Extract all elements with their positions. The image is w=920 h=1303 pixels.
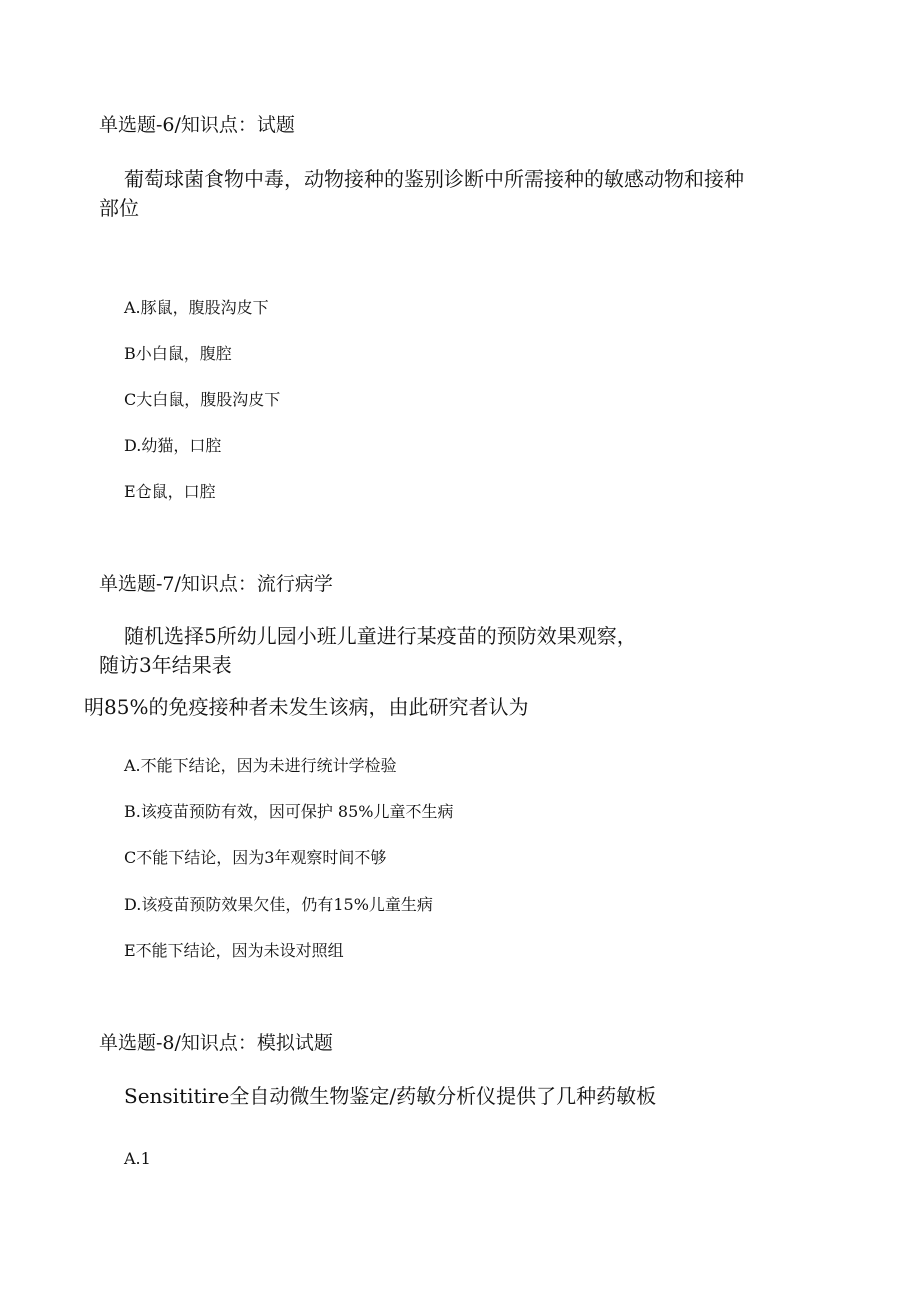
question-6-option-c: C大白鼠，腹股沟皮下 — [124, 390, 281, 409]
question-7-stem-line-2: 随访3年结果表 — [99, 653, 232, 677]
question-7-option-d: D.该疫苗预防效果欠佳，仍有15%儿童生病 — [124, 895, 433, 914]
question-6-stem-line-2: 部位 — [99, 196, 139, 220]
question-7-option-b: B.该疫苗预防有效，因可保护 85%儿童不生病 — [124, 802, 454, 821]
question-8-stem-line-1: Sensititire全自动微生物鉴定/药敏分析仪提供了几种药敏板 — [124, 1084, 657, 1108]
question-7-stem-line-1: 随机选择5所幼儿园小班儿童进行某疫苗的预防效果观察， — [124, 624, 637, 648]
question-6-option-d: D.幼猫，口腔 — [124, 436, 222, 455]
question-6-option-b: B小白鼠，腹腔 — [124, 344, 232, 363]
question-7-option-a: A.不能下结论，因为未进行统计学检验 — [124, 756, 397, 775]
question-7-option-e: E不能下结论，因为未设对照组 — [124, 941, 344, 960]
question-6-option-e: E仓鼠，口腔 — [124, 482, 216, 501]
question-7-option-c: C不能下结论，因为3年观察时间不够 — [124, 848, 387, 867]
question-7-stem-line-3: 明85%的免疫接种者未发生该病，由此研究者认为 — [84, 695, 529, 719]
question-7-header: 单选题-7/知识点：流行病学 — [99, 573, 333, 595]
question-8-option-a: A.1 — [124, 1149, 151, 1168]
question-6-option-a: A.豚鼠，腹股沟皮下 — [124, 298, 269, 317]
question-6-stem-line-1: 葡萄球菌食物中毒，动物接种的鉴别诊断中所需接种的敏感动物和接种 — [124, 167, 744, 191]
question-6-header: 单选题-6/知识点：试题 — [99, 114, 295, 136]
question-8-header: 单选题-8/知识点：模拟试题 — [99, 1032, 333, 1054]
